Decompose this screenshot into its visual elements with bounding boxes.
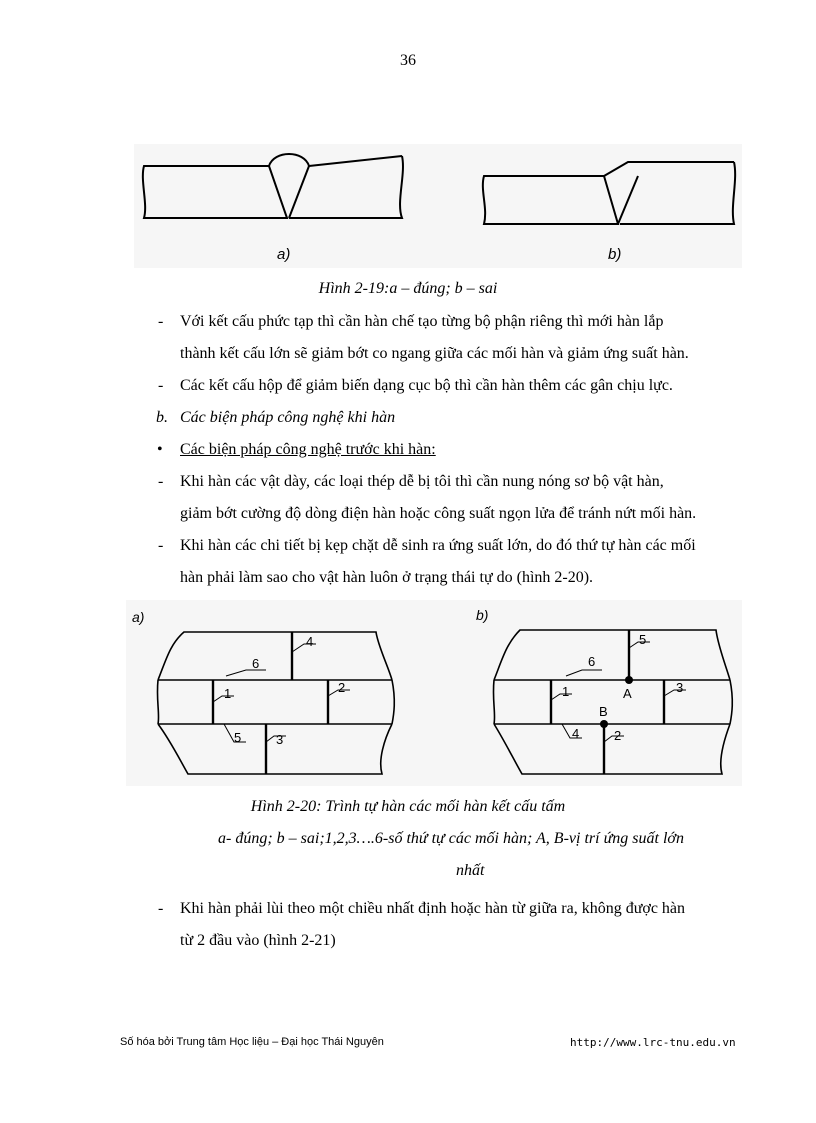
bullet-4-line-2: hàn phải làm sao cho vật hàn luôn ở trạng thái tự do (hình 2-20). (180, 569, 594, 586)
figure-2-20b-drawing (493, 630, 732, 774)
fig-a-num-4: 4 (306, 634, 314, 649)
fig-b-num-4: 4 (572, 726, 580, 741)
figure-2-19 (134, 144, 742, 268)
figure-2-20-caption-line-3: nhất (456, 862, 485, 879)
fig-b-point-a-dot (625, 676, 633, 684)
fig-a-weld-cap (269, 154, 309, 166)
bullet-3-line-2: giảm bớt cường độ dòng điện hàn hoặc công suất ngọn lửa để tránh nứt mối hàn. (180, 505, 697, 522)
bullet-5-line-2: từ 2 đầu vào (hình 2-21) (180, 932, 336, 949)
fig-a-right-plate-body (289, 156, 403, 218)
fig-b-num-3: 3 (676, 680, 684, 695)
figure-2-20-caption-line-1: Hình 2-20: Trình tự hàn các mối hàn kết cấu tấm (250, 798, 566, 815)
fig-b-point-a: A (623, 686, 632, 701)
bullet-3-line-1: Khi hàn các vật dày, các loại thép dễ bị tôi thì cần nung nóng sơ bộ vật hàn, (180, 473, 664, 490)
fig-2-19-label-b: b) (608, 246, 622, 263)
page-number: 36 (400, 52, 416, 69)
fig-b-num-5: 5 (639, 632, 647, 647)
fig-b-left-plate (483, 176, 618, 224)
figure-2-19-caption: Hình 2-19:a – đúng; b – sai (318, 280, 498, 297)
figure-2-20a-drawing (157, 632, 394, 774)
fig-b-point-b: B (599, 704, 608, 719)
fig-a-num-1: 1 (224, 686, 232, 701)
subsection-title: Các biện pháp công nghệ trước khi hàn: (180, 441, 436, 458)
fig-b-num-1: 1 (562, 684, 570, 699)
bullet-5-line-1: Khi hàn phải lùi theo một chiều nhất định hoặc hàn từ giữa ra, không được hàn (180, 900, 686, 917)
fig-a-left-plate (143, 166, 287, 218)
fig-2-20-label-b: b) (476, 607, 489, 623)
footer-left: Số hóa bởi Trung tâm Học liệu – Đại học Thái Nguyên (120, 1036, 384, 1048)
fig-a-groove-right (289, 166, 309, 218)
fig-b-num-6: 6 (588, 654, 596, 669)
bullet-marker: - (158, 900, 164, 917)
fig-a-num-6: 6 (252, 656, 260, 671)
bullet-marker: - (158, 313, 164, 330)
fig-b-right-plate-body (620, 162, 735, 224)
bullet-marker: - (158, 537, 164, 554)
section-b-marker: b. (156, 409, 168, 426)
bullet-1-line-1: Với kết cấu phức tạp thì cần hàn chế tạo từng bộ phận riêng thì mới hàn lắp (180, 313, 664, 330)
bullet-1-line-2: thành kết cấu lớn sẽ giảm bớt co ngang giữa các mối hàn và giảm ứng suất hàn. (180, 345, 689, 362)
fig-2-20-label-a: a) (132, 609, 145, 625)
figure-2-20a-welds (213, 632, 328, 774)
bullet-4-line-1: Khi hàn các chi tiết bị kẹp chặt dễ sinh ra ứng suất lớn, do đó thứ tự hàn các mối (180, 537, 696, 554)
fig-a-num-3: 3 (276, 732, 284, 747)
figure-2-20a-leaders (213, 644, 350, 742)
fig-a-num-5: 5 (234, 730, 242, 745)
figure-2-19a-drawing (143, 154, 403, 218)
fig-2-19-label-a: a) (277, 246, 291, 263)
bullet-marker: - (158, 473, 164, 490)
fig-a-right-plate-top (309, 156, 402, 166)
bullet-marker: - (158, 377, 164, 394)
subsection-marker: • (157, 441, 163, 458)
footer-url[interactable]: http://www.lrc-tnu.edu.vn (570, 1036, 736, 1049)
bullet-2-line-1: Các kết cấu hộp để giảm biến dạng cục bộ thì cần hàn thêm các gân chịu lực. (180, 377, 673, 394)
figure-2-20-caption-line-2: a- đúng; b – sai;1,2,3….6-số thứ tự các mối hàn; A, B-vị trí ứng suất lớn (218, 830, 684, 847)
fig-b-groove-right (618, 176, 638, 224)
fig-a-num-2: 2 (338, 680, 346, 695)
fig-b-right-plate-top (604, 162, 734, 176)
section-b-title: Các biện pháp công nghệ khi hàn (180, 409, 396, 426)
fig-b-point-b-dot (600, 720, 608, 728)
fig-b-num-2: 2 (614, 728, 622, 743)
figure-2-20b-welds (551, 630, 664, 774)
figure-2-20 (126, 600, 742, 786)
figure-2-19b-drawing (483, 162, 735, 224)
